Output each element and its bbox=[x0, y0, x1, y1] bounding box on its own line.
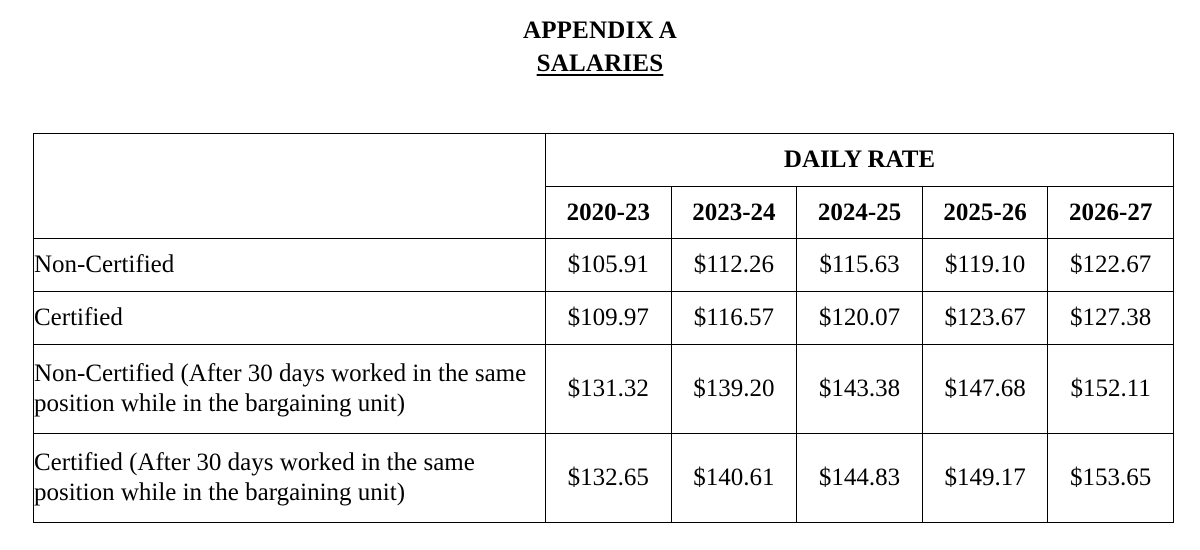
rate-cell: $152.11 bbox=[1048, 345, 1174, 434]
rate-cell: $122.67 bbox=[1048, 239, 1174, 292]
rate-cell: $119.10 bbox=[922, 239, 1048, 292]
row-label: Non-Certified bbox=[34, 239, 546, 292]
rate-cell: $115.63 bbox=[797, 239, 923, 292]
appendix-title: APPENDIX A bbox=[522, 17, 678, 44]
year-header-2026-27: 2026-27 bbox=[1048, 187, 1174, 239]
rate-cell: $139.20 bbox=[671, 345, 797, 434]
row-label: Certified bbox=[34, 292, 546, 345]
rate-cell: $109.97 bbox=[546, 292, 672, 345]
row-label: Non-Certified (After 30 days worked in the same position while in the bargaining unit) bbox=[34, 345, 546, 434]
year-header-2020-23: 2020-23 bbox=[546, 187, 672, 239]
table-row bbox=[34, 345, 1174, 434]
rate-cell: $132.65 bbox=[546, 434, 672, 523]
rate-cell: $143.38 bbox=[797, 345, 923, 434]
rate-cell: $149.17 bbox=[922, 434, 1048, 523]
rate-cell: $112.26 bbox=[671, 239, 797, 292]
rate-cell: $140.61 bbox=[671, 434, 797, 523]
daily-rate-header: DAILY RATE bbox=[546, 134, 1174, 187]
rate-cell: $147.68 bbox=[922, 345, 1048, 434]
rate-cell: $153.65 bbox=[1048, 434, 1174, 523]
rate-cell: $127.38 bbox=[1048, 292, 1174, 345]
rate-cell: $116.57 bbox=[671, 292, 797, 345]
empty-corner-cell bbox=[34, 134, 546, 239]
rate-cell: $105.91 bbox=[546, 239, 672, 292]
rate-cell: $120.07 bbox=[797, 292, 923, 345]
salaries-title: SALARIES bbox=[536, 50, 664, 77]
salary-table bbox=[33, 133, 1174, 523]
table-row bbox=[34, 434, 1174, 523]
rate-cell: $123.67 bbox=[922, 292, 1048, 345]
rate-cell: $144.83 bbox=[797, 434, 923, 523]
year-header-2023-24: 2023-24 bbox=[671, 187, 797, 239]
year-header-2025-26: 2025-26 bbox=[922, 187, 1048, 239]
table-row bbox=[34, 292, 1174, 345]
table-row bbox=[34, 239, 1174, 292]
year-header-2024-25: 2024-25 bbox=[797, 187, 923, 239]
rate-cell: $131.32 bbox=[546, 345, 672, 434]
row-label: Certified (After 30 days worked in the same position while in the bargaining unit) bbox=[34, 434, 546, 523]
